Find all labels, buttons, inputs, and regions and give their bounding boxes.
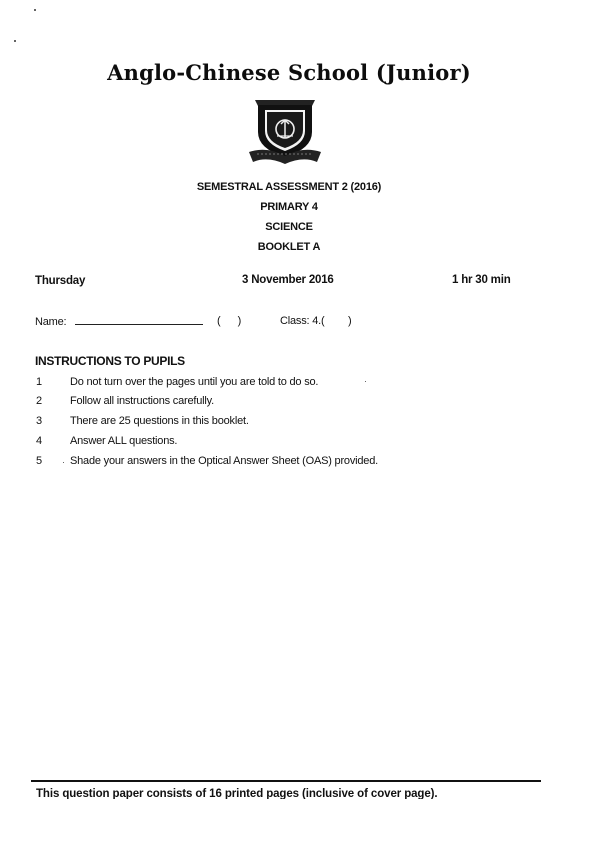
footer-page-count: This question paper consists of 16 printed pages (inclusive of cover page). [36, 788, 438, 799]
class-field-close[interactable]: ) [348, 315, 352, 327]
scan-speck [34, 9, 36, 11]
instruction-text: Shade your answers in the Optical Answer Sheet (OAS) provided. [70, 455, 378, 467]
instruction-number: 4 [36, 435, 42, 447]
footer-divider [31, 780, 541, 782]
instruction-number: 3 [36, 415, 42, 427]
booklet-label: BOOKLET A [257, 241, 321, 253]
instruction-number: 5 [36, 455, 42, 467]
exam-date: 3 November 2016 [242, 274, 334, 286]
instruction-text: Do not turn over the pages until you are told to do so. [70, 376, 319, 388]
scan-speck [14, 40, 16, 42]
instruction-text: Answer ALL questions. [70, 435, 178, 447]
register-number-field[interactable]: ( ) [217, 315, 242, 327]
assessment-title: SEMESTRAL ASSESSMENT 2 (2016) [196, 181, 382, 193]
instruction-text: There are 25 questions in this booklet. [70, 415, 249, 427]
name-field[interactable] [75, 324, 203, 325]
instructions-heading: INSTRUCTIONS TO PUPILS [35, 354, 185, 368]
exam-duration: 1 hr 30 min [452, 274, 511, 286]
scan-speck [365, 381, 366, 382]
instruction-number: 1 [36, 376, 42, 388]
level-label: PRIMARY 4 [260, 201, 318, 213]
class-label: Class: 4.( [280, 315, 325, 327]
exam-day: Thursday [35, 275, 86, 287]
scan-speck [63, 462, 64, 463]
instruction-text: Follow all instructions carefully. [70, 395, 214, 407]
school-name: Anglo-Chinese School (Junior) [107, 60, 471, 85]
school-crest-icon [247, 96, 323, 166]
name-label: Name: [35, 316, 67, 328]
subject-label: SCIENCE [265, 221, 313, 233]
instruction-number: 2 [36, 395, 42, 407]
